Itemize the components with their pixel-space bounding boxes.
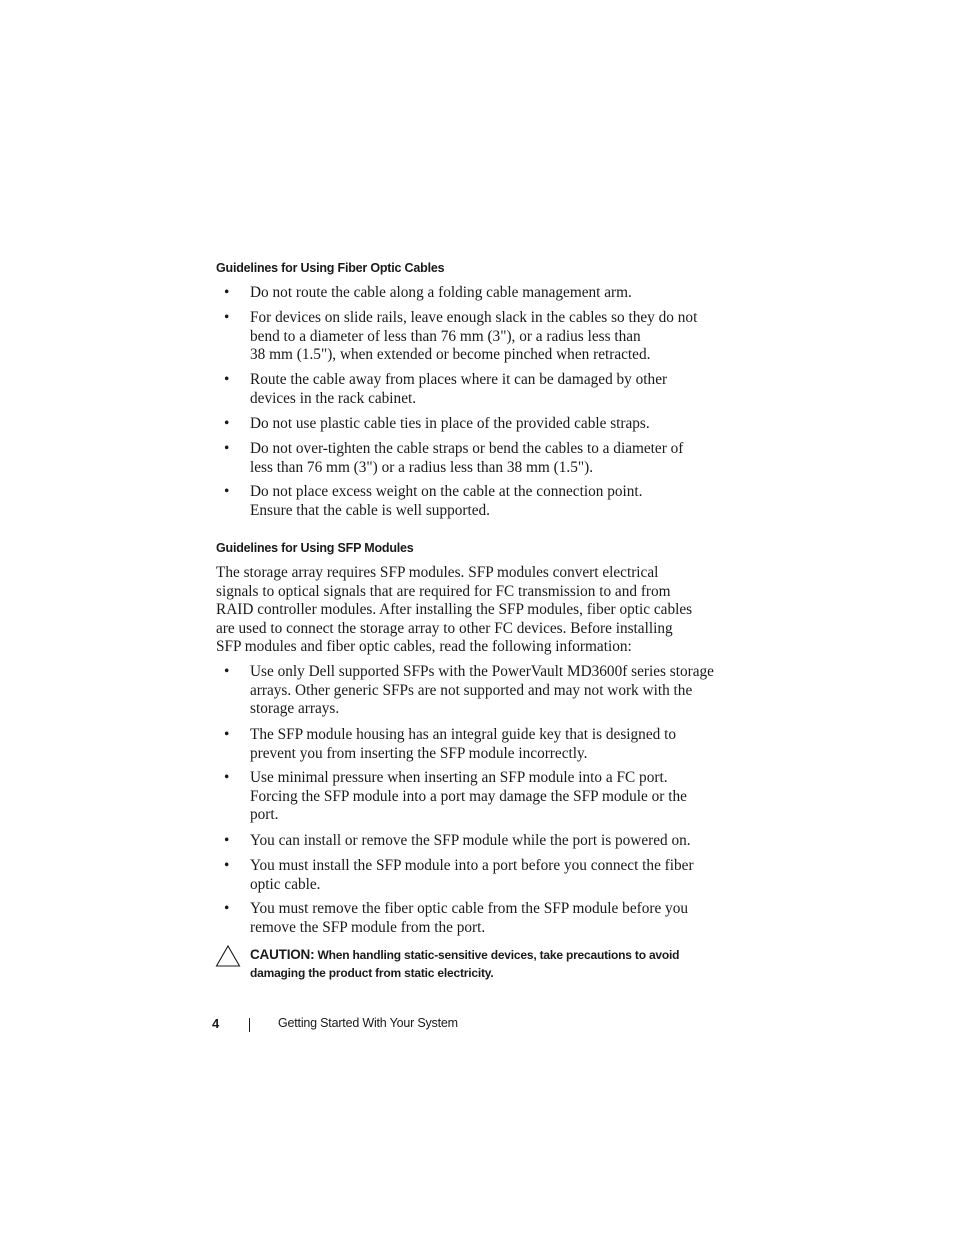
list-item-text: bend to a diameter of less than 76 mm (3"), or a radius less than [250,327,641,345]
list-item-text: Do not place excess weight on the cable at the connection point. [250,483,643,500]
list-item-text: arrays. Other generic SFPs are not supported and may not work with the [250,681,693,699]
caution-label: CAUTION: [250,947,315,962]
bullet-icon: • [224,415,230,432]
bullet-icon: • [224,900,230,917]
bullet-icon: • [224,440,230,457]
caution-triangle-icon [215,944,241,968]
bullet-icon: • [224,371,230,388]
caution-text: damaging the product from static electricity. [250,965,494,980]
list-item-text: You must install the SFP module into a port before you connect the fiber [250,857,694,874]
paragraph-line: RAID controller modules. After installing the SFP modules, fiber optic cables [216,601,693,619]
bullet-icon: • [224,769,230,786]
list-item-text: optic cable. [250,875,321,893]
list-item-text: Use only Dell supported SFPs with the PowerVault MD3600f series storage [250,663,714,680]
list-item-text: devices in the rack cabinet. [250,389,417,407]
footer-divider [249,1018,250,1032]
page-number: 4 [212,1016,220,1031]
list-item-text: port. [250,806,279,824]
bullet-icon: • [224,483,230,500]
list-item-text: The SFP module housing has an integral guide key that is designed to [250,726,676,743]
section-heading-fiber-optic-cables: Guidelines for Using Fiber Optic Cables [216,261,445,275]
list-item-text: storage arrays. [250,700,340,718]
footer-document-title: Getting Started With Your System [278,1016,458,1030]
list-item-text: remove the SFP module from the port. [250,918,486,936]
list-item-text: Ensure that the cable is well supported. [250,501,491,519]
list-item-text: You must remove the fiber optic cable from the SFP module before you [250,900,689,917]
bullet-icon: • [224,284,230,301]
list-item-text: For devices on slide rails, leave enough slack in the cables so they do not [250,309,698,326]
caution-text: When handling static-sensitive devices, take precautions to avoid [317,948,680,962]
bullet-icon: • [224,309,230,326]
list-item-text: prevent you from inserting the SFP module incorrectly. [250,744,588,762]
sfp-intro-paragraph [216,564,716,657]
list-item-text: Do not route the cable along a folding cable management arm. [250,284,632,301]
bullet-icon: • [224,726,230,743]
list-item-text: less than 76 mm (3") or a radius less than 38 mm (1.5"). [250,458,594,476]
list-item-text: Forcing the SFP module into a port may damage the SFP module or the [250,787,687,805]
paragraph-line: SFP modules and fiber optic cables, read the following information: [216,638,632,656]
section-heading-sfp-modules: Guidelines for Using SFP Modules [216,541,414,555]
list-item-text: Do not over-tighten the cable straps or bend the cables to a diameter of [250,440,684,457]
list-item-text: You can install or remove the SFP module while the port is powered on. [250,832,691,849]
list-item-text: Route the cable away from places where it can be damaged by other [250,371,668,388]
paragraph-line: signals to optical signals that are required for FC transmission to and from [216,582,671,600]
list-item-text: Do not use plastic cable ties in place of the provided cable straps. [250,415,650,432]
bullet-icon: • [224,663,230,680]
paragraph-line: are used to connect the storage array to other FC devices. Before installing [216,619,673,637]
paragraph-line: The storage array requires SFP modules. SFP modules convert electrical [216,564,659,581]
list-item-text: 38 mm (1.5"), when extended or become pinched when retracted. [250,346,651,364]
bullet-icon: • [224,832,230,849]
caution-notice [250,946,720,982]
bullet-icon: • [224,857,230,874]
list-item-text: Use minimal pressure when inserting an SFP module into a FC port. [250,769,668,786]
